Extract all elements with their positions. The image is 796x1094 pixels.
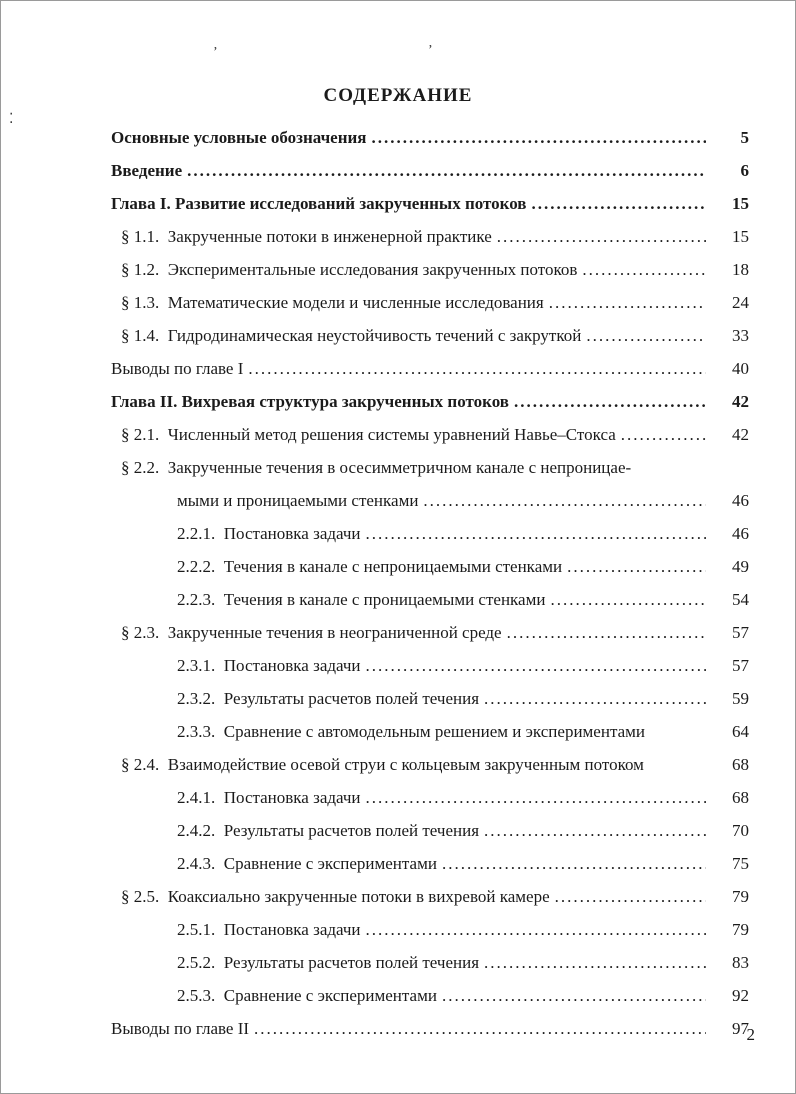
toc-entry — [111, 253, 749, 286]
toc-entry — [111, 748, 749, 781]
toc-entry — [111, 682, 749, 715]
dot-leader — [254, 1012, 706, 1045]
toc-entry — [111, 517, 749, 550]
toc-entry-label: мыми и проницаемыми стенками — [177, 491, 419, 510]
dot-leader — [248, 352, 706, 385]
dot-leader — [372, 121, 706, 154]
toc-entry-label: § 2.1. Численный метод решения системы уравнений Навье–Стокса — [121, 425, 616, 444]
toc-entry-page: 24 — [732, 293, 749, 312]
toc-entry-page: 92 — [732, 986, 749, 1005]
toc-entry-label: 2.2.1. Постановка задачи — [177, 524, 361, 543]
page-title: СОДЕРЖАНИЕ — [323, 85, 473, 106]
toc-entry — [111, 913, 749, 946]
toc-entry — [111, 286, 749, 319]
scan-speck: ⁚ — [9, 112, 14, 127]
toc-list — [111, 121, 749, 1045]
toc-entry — [111, 484, 749, 517]
dot-leader — [555, 880, 706, 913]
toc-entry — [111, 583, 749, 616]
dot-leader — [484, 814, 706, 847]
dot-leader — [187, 154, 706, 187]
toc-entry-label: 2.5.3. Сравнение с экспериментами — [177, 986, 437, 1005]
toc-entry-page: 42 — [732, 392, 749, 411]
dot-leader — [567, 550, 706, 583]
toc-entry-page: 68 — [732, 755, 749, 774]
toc-entry-label: § 1.3. Математические модели и численные исследования — [121, 293, 544, 312]
toc-entry-page: 83 — [732, 953, 749, 972]
toc-entry-page: 57 — [732, 623, 749, 642]
toc-entry-label: § 2.3. Закрученные течения в неограниченной среде — [121, 623, 502, 642]
toc-entry-page: 46 — [732, 491, 749, 510]
toc-entry-label: 2.3.2. Результаты расчетов полей течения — [177, 689, 480, 708]
toc-entry-label: 2.2.3. Течения в канале с проницаемыми стенками — [177, 590, 546, 609]
page-number: 2 — [746, 1025, 755, 1044]
toc-entry-label: Основные условные обозначения — [111, 128, 367, 147]
toc-entry — [111, 418, 749, 451]
toc-entry-label: § 2.4. Взаимодействие осевой струи с кольцевым закрученным потоком — [121, 755, 644, 774]
toc-entry-label: 2.4.1. Постановка задачи — [177, 788, 361, 807]
toc-entry — [111, 550, 749, 583]
dot-leader — [484, 946, 706, 979]
scan-speck: ’ — [428, 43, 433, 58]
toc-entry-label: 2.5.1. Постановка задачи — [177, 920, 361, 939]
toc-entry-label: Выводы по главе I — [111, 359, 244, 378]
toc-entry-label: § 1.2. Экспериментальные исследования закрученных потоков — [121, 260, 578, 279]
toc-entry — [111, 946, 749, 979]
toc-entry-label: Глава II. Вихревая структура закрученных потоков — [111, 392, 509, 411]
toc-entry-page: 57 — [732, 656, 749, 675]
toc-entry-page: 79 — [732, 920, 749, 939]
toc-entry — [111, 781, 749, 814]
toc-entry-label: 2.4.3. Сравнение с экспериментами — [177, 854, 437, 873]
dot-leader — [507, 616, 706, 649]
toc-entry-page: 6 — [740, 161, 749, 180]
toc-entry-label: 2.3.3. Сравнение с автомодельным решением и экспериментами — [177, 722, 645, 741]
dot-leader — [442, 847, 706, 880]
toc-entry — [111, 154, 749, 187]
toc-entry-page: 79 — [732, 887, 749, 906]
toc-entry — [111, 880, 749, 913]
toc-entry-label: Выводы по главе II — [111, 1019, 250, 1038]
toc-entry — [111, 715, 749, 748]
toc-entry-label: 2.2.2. Течения в канале с непроницаемыми стенками — [177, 557, 563, 576]
toc-entry-page: 68 — [732, 788, 749, 807]
toc-entry-label: § 2.5. Коаксиально закрученные потоки в вихревой камере — [121, 887, 550, 906]
toc-entry-page: 70 — [732, 821, 749, 840]
dot-leader — [366, 517, 706, 550]
toc-entry-page: 54 — [732, 590, 749, 609]
toc-entry-label: Введение — [111, 161, 183, 180]
toc-entry-label: 2.4.2. Результаты расчетов полей течения — [177, 821, 480, 840]
toc-entry-page: 5 — [740, 128, 749, 147]
dot-leader — [514, 385, 706, 418]
dot-leader — [497, 220, 706, 253]
dot-leader — [550, 583, 706, 616]
toc-entry-page: 40 — [732, 359, 749, 378]
toc-entry-page: 64 — [732, 722, 749, 741]
toc-entry-label: § 1.4. Гидродинамическая неустойчивость течений с закруткой — [121, 326, 582, 345]
dot-leader — [366, 649, 706, 682]
dot-leader — [484, 682, 706, 715]
toc-entry-page: 97 — [732, 1019, 749, 1038]
toc-entry — [111, 847, 749, 880]
toc-entry-page: 18 — [732, 260, 749, 279]
toc-entry-label: Глава I. Развитие исследований закрученных потоков — [111, 194, 527, 213]
dot-leader — [582, 253, 706, 286]
toc-entry-page: 75 — [732, 854, 749, 873]
toc-entry-page: 15 — [732, 194, 749, 213]
toc-entry — [111, 319, 749, 352]
dot-leader — [366, 781, 706, 814]
toc-entry — [111, 649, 749, 682]
dot-leader — [442, 979, 706, 1012]
toc-entry — [111, 352, 749, 385]
dot-leader — [423, 484, 706, 517]
toc-entry-label: 2.3.1. Постановка задачи — [177, 656, 361, 675]
scan-speck: ’ — [213, 45, 218, 60]
toc-entry — [111, 814, 749, 847]
toc-entry-page: 33 — [732, 326, 749, 345]
toc-entry-label: § 2.2. Закрученные течения в осесимметричном канале с непроницае- — [121, 458, 632, 477]
toc-entry-page: 59 — [732, 689, 749, 708]
toc-entry — [111, 121, 749, 154]
dot-leader — [586, 319, 706, 352]
dot-leader — [366, 913, 706, 946]
toc-entry-label: § 1.1. Закрученные потоки в инженерной практике — [121, 227, 492, 246]
toc-entry — [111, 187, 749, 220]
toc-entry-label: 2.5.2. Результаты расчетов полей течения — [177, 953, 480, 972]
dot-leader — [549, 286, 706, 319]
toc-entry — [111, 451, 749, 484]
dot-leader — [531, 187, 706, 220]
toc-entry — [111, 385, 749, 418]
toc-entry-page: 46 — [732, 524, 749, 543]
toc-entry — [111, 220, 749, 253]
toc-entry — [111, 1012, 749, 1045]
toc-entry — [111, 616, 749, 649]
toc-entry-page: 15 — [732, 227, 749, 246]
toc-entry-page: 49 — [732, 557, 749, 576]
dot-leader — [621, 418, 706, 451]
toc-entry-page: 42 — [732, 425, 749, 444]
toc-entry — [111, 979, 749, 1012]
